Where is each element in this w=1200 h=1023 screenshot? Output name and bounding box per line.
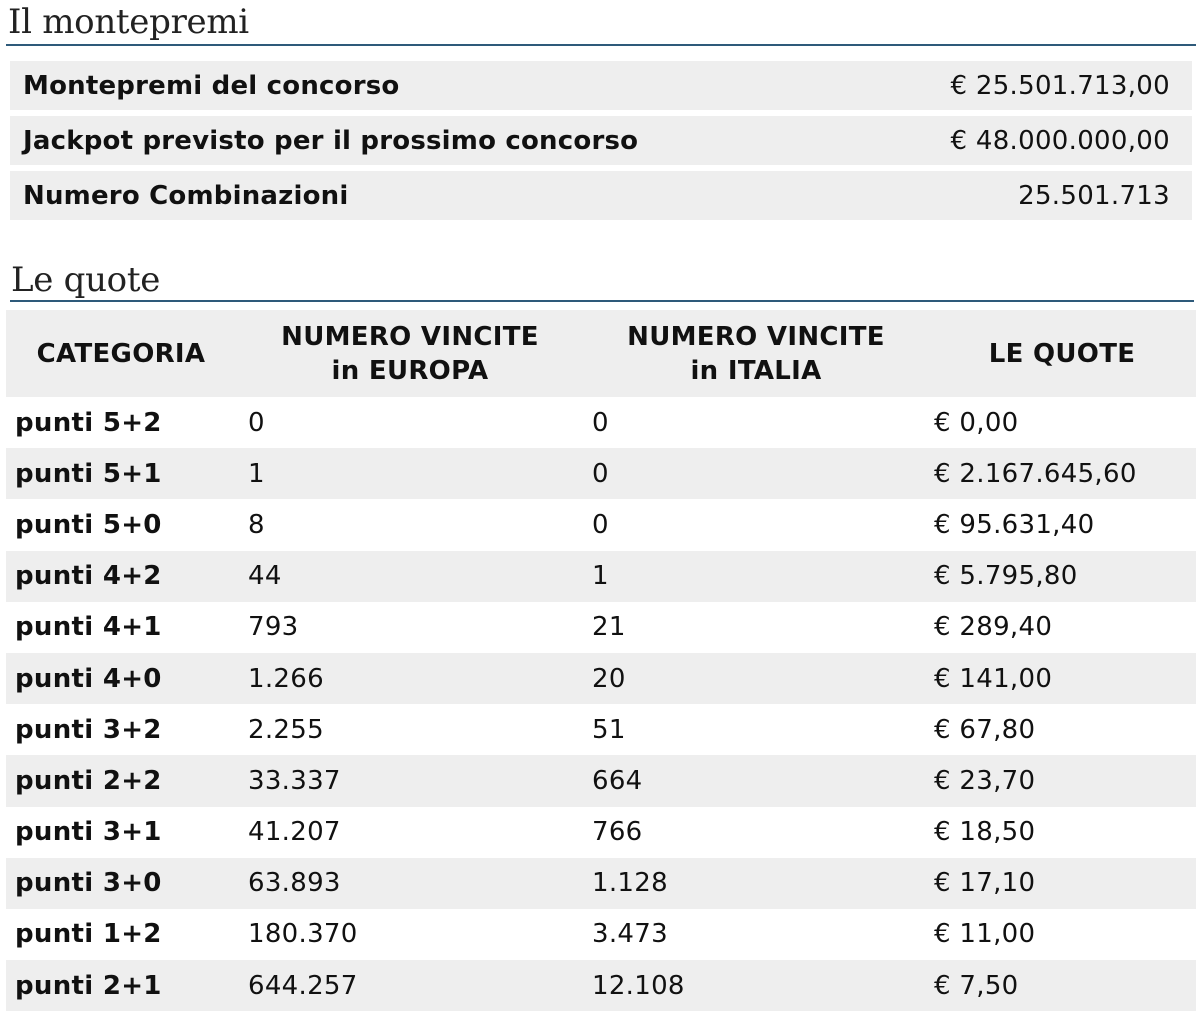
- cell-quota: € 11,00: [934, 919, 1036, 950]
- cell-vincite-europa: 33.337: [248, 765, 341, 796]
- summary-row-montepremi-concorso: [10, 61, 1192, 110]
- cell-vincite-europa: 1: [248, 458, 265, 489]
- montepremi-summary: [10, 61, 1192, 226]
- cell-categoria: punti 2+2: [15, 765, 162, 796]
- header-line: in ITALIA: [690, 355, 822, 386]
- cell-vincite-italia: 664: [592, 765, 643, 796]
- cell-categoria: punti 4+0: [15, 663, 162, 694]
- table-row: [6, 755, 1196, 806]
- cell-vincite-italia: 766: [592, 817, 643, 848]
- cell-vincite-europa: 180.370: [248, 919, 358, 950]
- summary-label: Numero Combinazioni: [23, 180, 349, 211]
- cell-vincite-italia: 51: [592, 714, 626, 745]
- cell-vincite-europa: 63.893: [248, 868, 341, 899]
- cell-categoria: punti 2+1: [15, 970, 162, 1001]
- header-numero-vincite-italia: [584, 320, 928, 388]
- cell-vincite-europa: 2.255: [248, 714, 324, 745]
- table-row: [6, 909, 1196, 960]
- cell-quota: € 67,80: [934, 714, 1036, 745]
- cell-categoria: punti 4+1: [15, 612, 162, 643]
- cell-categoria: punti 3+2: [15, 714, 162, 745]
- cell-vincite-italia: 1.128: [592, 868, 668, 899]
- cell-vincite-europa: 44: [248, 561, 282, 592]
- quote-title: Le quote: [11, 260, 161, 300]
- cell-vincite-italia: 12.108: [592, 970, 685, 1001]
- quote-title-rule: [10, 300, 1194, 302]
- quote-table: [6, 310, 1196, 1011]
- summary-row-numero-combinazioni: [10, 171, 1192, 220]
- header-line: NUMERO VINCITE: [627, 321, 885, 352]
- cell-vincite-italia: 20: [592, 663, 626, 694]
- summary-label: Jackpot previsto per il prossimo concorso: [23, 125, 639, 156]
- cell-quota: € 0,00: [934, 407, 1019, 438]
- cell-quota: € 7,50: [934, 970, 1019, 1001]
- header-line: NUMERO VINCITE: [281, 321, 539, 352]
- cell-quota: € 95.631,40: [934, 509, 1095, 540]
- cell-categoria: punti 5+2: [15, 407, 162, 438]
- header-line: in EUROPA: [331, 355, 489, 386]
- table-row: [6, 551, 1196, 602]
- table-row: [6, 499, 1196, 550]
- cell-quota: € 141,00: [934, 663, 1053, 694]
- summary-label: Montepremi del concorso: [23, 70, 400, 101]
- cell-categoria: punti 5+0: [15, 509, 162, 540]
- cell-vincite-italia: 3.473: [592, 919, 668, 950]
- cell-quota: € 23,70: [934, 765, 1036, 796]
- table-row: [6, 807, 1196, 858]
- header-categoria: CATEGORIA: [36, 338, 206, 369]
- table-row: [6, 397, 1196, 448]
- cell-quota: € 5.795,80: [934, 561, 1078, 592]
- cell-categoria: punti 4+2: [15, 561, 162, 592]
- table-row: [6, 653, 1196, 704]
- cell-vincite-italia: 0: [592, 407, 609, 438]
- table-row: [6, 960, 1196, 1011]
- cell-vincite-italia: 0: [592, 458, 609, 489]
- montepremi-title: Il montepremi: [8, 2, 249, 42]
- table-row: [6, 448, 1196, 499]
- table-row: [6, 704, 1196, 755]
- cell-vincite-italia: 1: [592, 561, 609, 592]
- cell-vincite-europa: 644.257: [248, 970, 358, 1001]
- quote-table-body: [6, 397, 1196, 1011]
- montepremi-title-rule: [6, 44, 1196, 46]
- cell-vincite-italia: 0: [592, 509, 609, 540]
- cell-categoria: punti 5+1: [15, 458, 162, 489]
- cell-quota: € 17,10: [934, 868, 1036, 899]
- header-le-quote: LE QUOTE: [988, 338, 1136, 369]
- summary-value: € 25.501.713,00: [950, 70, 1170, 101]
- quote-table-header: [6, 310, 1196, 397]
- summary-value: € 48.000.000,00: [950, 125, 1170, 156]
- cell-categoria: punti 3+1: [15, 817, 162, 848]
- cell-quota: € 289,40: [934, 612, 1053, 643]
- cell-vincite-europa: 8: [248, 509, 265, 540]
- table-row: [6, 858, 1196, 909]
- cell-quota: € 18,50: [934, 817, 1036, 848]
- summary-row-jackpot: [10, 116, 1192, 165]
- table-row: [6, 602, 1196, 653]
- header-numero-vincite-europa: [236, 320, 584, 388]
- cell-vincite-italia: 21: [592, 612, 626, 643]
- cell-vincite-europa: 793: [248, 612, 299, 643]
- cell-categoria: punti 1+2: [15, 919, 162, 950]
- cell-quota: € 2.167.645,60: [934, 458, 1137, 489]
- cell-vincite-europa: 1.266: [248, 663, 324, 694]
- summary-value: 25.501.713: [1018, 180, 1170, 211]
- cell-categoria: punti 3+0: [15, 868, 162, 899]
- cell-vincite-europa: 41.207: [248, 817, 341, 848]
- cell-vincite-europa: 0: [248, 407, 265, 438]
